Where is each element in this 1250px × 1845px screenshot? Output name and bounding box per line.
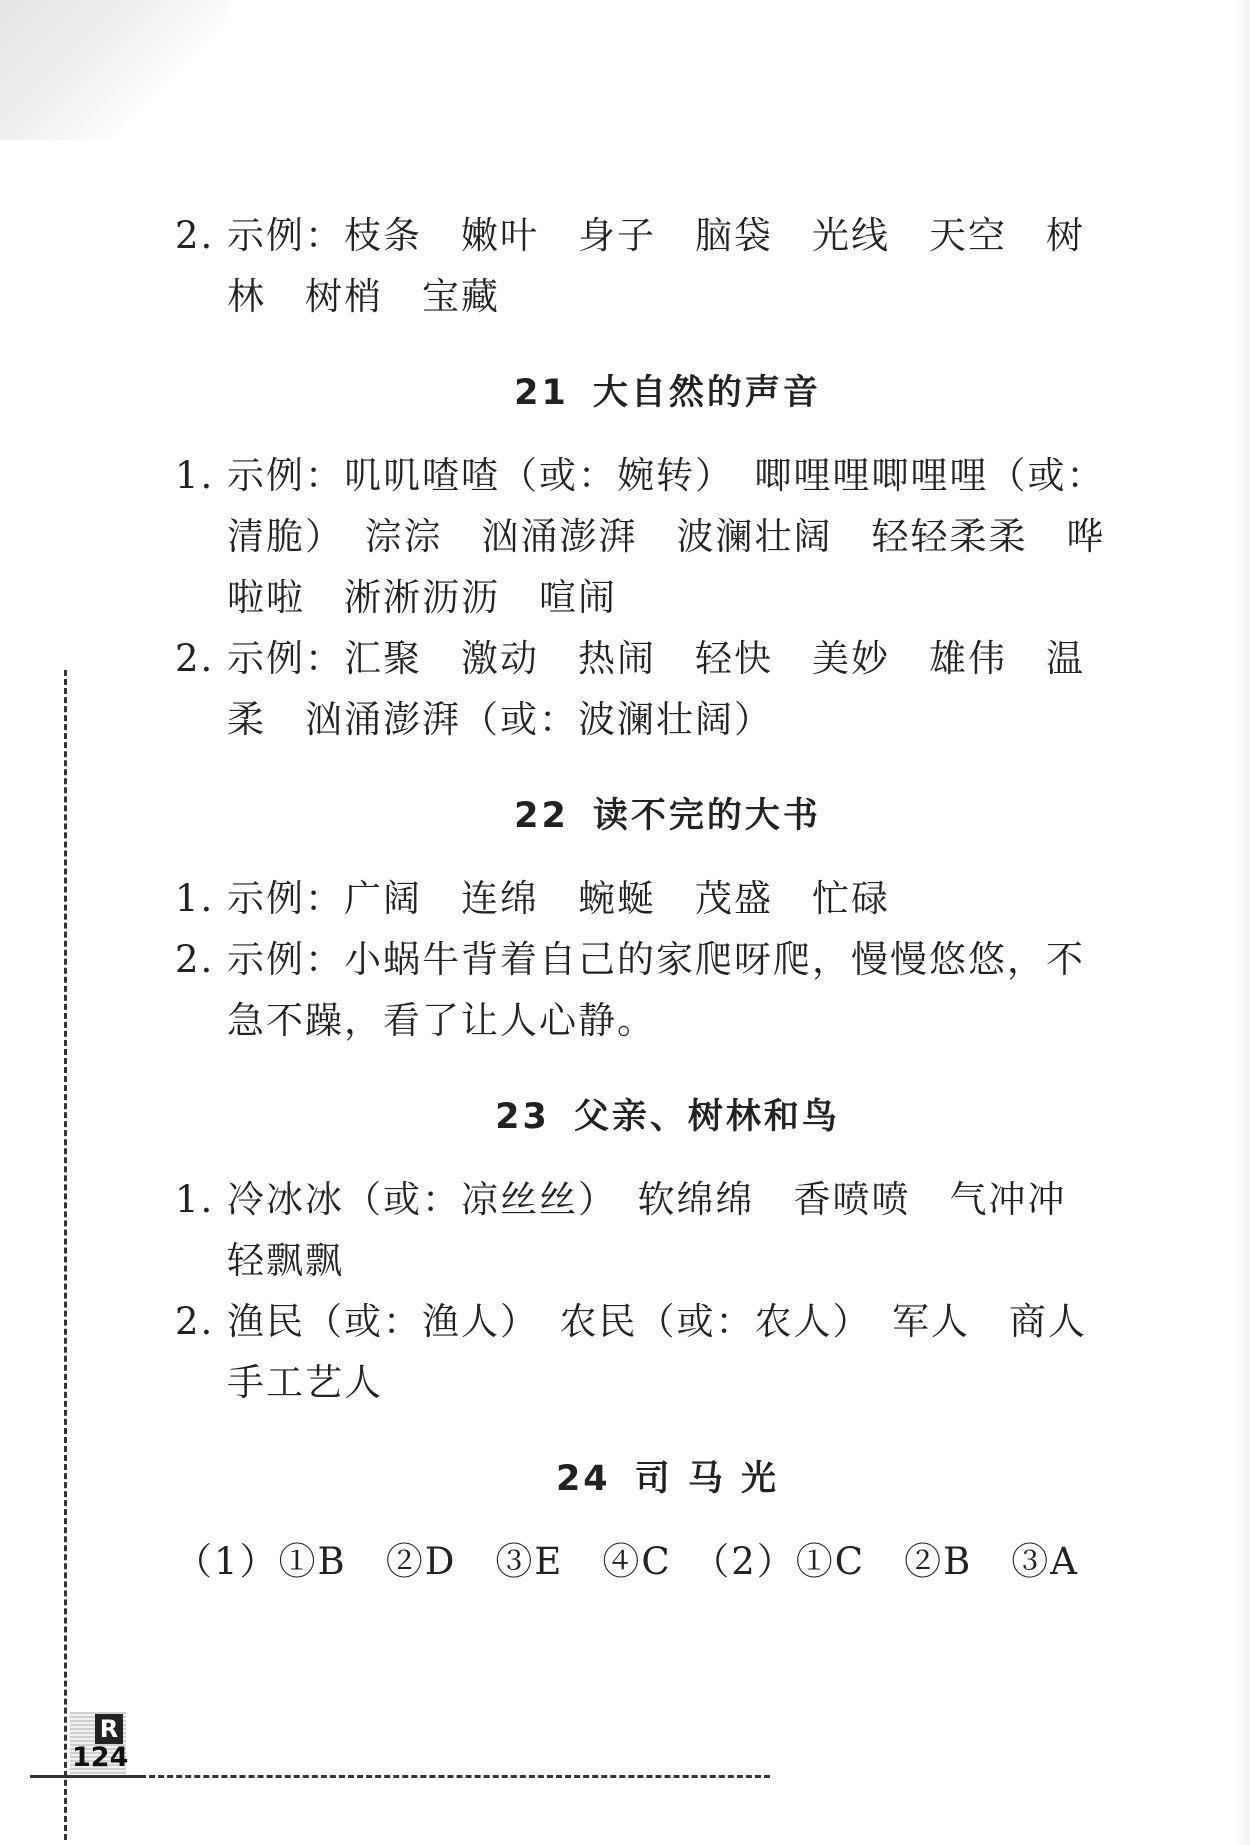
section-heading	[175, 788, 1120, 838]
answer-item	[175, 628, 1120, 750]
answer-item-text: 示例：叽叽喳喳（或：婉转） 唧哩哩唧哩哩（或：清脆） 淙淙 汹涌澎湃 波澜壮阔 轻轻柔柔 哗啦啦 淅淅沥沥 喧闹	[227, 454, 1106, 619]
section-title: 父亲、树林和鸟	[573, 1097, 840, 1137]
answer-item-text: 示例：枝条 嫩叶 身子 脑袋 光线 天空 树林 树梢 宝藏	[227, 214, 1085, 318]
answer-item	[175, 868, 1120, 929]
answer-item-number: 1.	[175, 1178, 215, 1221]
answer-item	[175, 1169, 1120, 1291]
section-number: 23	[495, 1097, 550, 1137]
answer-item-number: 1.	[175, 877, 215, 920]
answer-item-text: 冷冰冰（或：凉丝丝） 软绵绵 香喷喷 气冲冲 轻飘飘	[227, 1178, 1106, 1282]
page-number: 124	[72, 1742, 129, 1773]
answer-item-number: 2.	[175, 637, 215, 680]
answer-item	[175, 929, 1120, 1051]
answer-item	[175, 445, 1120, 628]
answer-item-number: 1.	[175, 454, 215, 497]
section-number: 24	[555, 1459, 611, 1499]
section-title: 司 马 光	[634, 1459, 780, 1499]
answer-item-text: 渔民（或：渔人） 农民（或：农人） 军人 商人 手工艺人	[227, 1300, 1126, 1404]
section-heading	[175, 1451, 1120, 1501]
edition-badge-letter: R	[95, 1714, 123, 1744]
answer-item-text: 示例：小蜗牛背着自己的家爬呀爬，慢慢悠悠，不急不躁，看了让人心静。	[227, 938, 1085, 1042]
section-heading	[175, 1089, 1120, 1139]
answer-content	[175, 205, 1126, 1592]
section-number: 22	[514, 796, 569, 836]
answer-item-text: 示例：汇聚 激动 热闹 轻快 美妙 雄伟 温柔 汹涌澎湃（或：波澜壮阔）	[227, 637, 1085, 741]
answer-item-text: 示例：广阔 连绵 蜿蜒 茂盛 忙碌	[227, 877, 890, 920]
section-heading	[175, 365, 1120, 415]
page-edge-shade	[1232, 0, 1250, 1845]
answer-line	[175, 1531, 1120, 1592]
answer-item-number: 2.	[175, 938, 215, 981]
answer-item	[175, 205, 1120, 327]
answer-item	[175, 1291, 1126, 1413]
answer-item-number: 2.	[175, 1300, 215, 1343]
footer-solid-rule	[30, 1775, 140, 1778]
binding-margin-line	[64, 670, 67, 1840]
page-corner-shade	[0, 0, 230, 140]
answer-item-number: 2.	[175, 214, 215, 257]
section-title: 大自然的声音	[592, 373, 821, 413]
section-number: 21	[514, 373, 569, 413]
answer-line-text: （1）①B ②D ③E ④C （2）①C ②B ③A	[175, 1540, 1079, 1583]
footer-dashed-rule	[140, 1775, 770, 1778]
section-title: 读不完的大书	[592, 796, 821, 836]
